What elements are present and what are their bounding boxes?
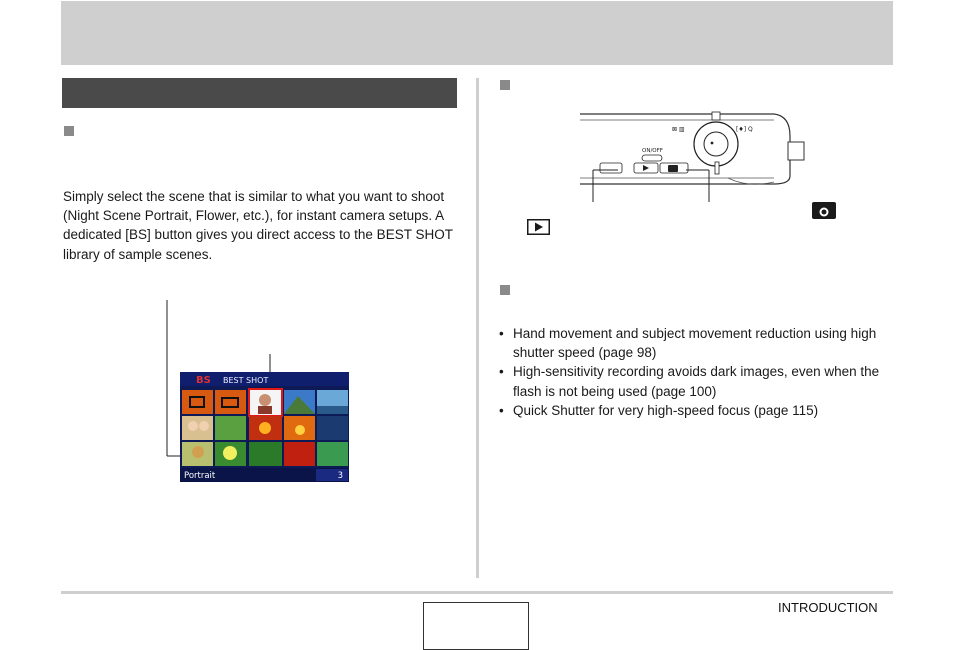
- camera-glyph: [668, 165, 678, 172]
- feature-item: • Hand movement and subject movement reduction using high shutter speed (page 98): [497, 324, 892, 362]
- lcd-logo: BS: [196, 375, 211, 386]
- scene-thumb[interactable]: [249, 442, 282, 466]
- scene-thumb[interactable]: [182, 390, 213, 414]
- scene-thumbnail-grid: [182, 389, 348, 466]
- flower-shape: [223, 446, 237, 460]
- camera-mode-marks: ⊠ ▥: [672, 126, 685, 133]
- best-shot-screen-illustration: [160, 296, 360, 486]
- scene-thumb[interactable]: [317, 442, 348, 466]
- footer-section-label: INTRODUCTION: [778, 600, 878, 615]
- zoom-lever-tab: [712, 112, 720, 120]
- fire-glow: [259, 422, 271, 434]
- camera-body-outline: [580, 114, 790, 184]
- camera-strap-lug: [788, 142, 804, 160]
- sea-shape: [317, 406, 348, 414]
- subheading-marker: [500, 80, 510, 90]
- play-icon: [527, 219, 550, 235]
- lcd-scene-count: 3: [337, 471, 343, 481]
- lamp-indicator: [715, 162, 719, 174]
- dog-shape: [192, 446, 204, 458]
- camera-icon: [812, 202, 836, 219]
- column-divider: [476, 78, 479, 578]
- portrait-body: [258, 406, 272, 414]
- child-face: [188, 421, 198, 431]
- feature-item: • High-sensitivity recording avoids dark images, even when the flash is not being used (page 100): [497, 362, 892, 400]
- feature-item: • Quick Shutter for very high-speed focus (page 115): [497, 401, 892, 420]
- footer-rule: [61, 591, 893, 594]
- camera-small-button: [600, 163, 622, 173]
- scene-thumb[interactable]: [317, 416, 348, 440]
- subheading-marker: [500, 285, 510, 295]
- child-face: [199, 421, 209, 431]
- intro-paragraph: Simply select the scene that is similar to what you want to shoot (Night Scene Portrait, Flower, etc.), for instant camera setups. A dedicated [BS] button gives you direct access to the BEST SHOT library of sample scenes.: [63, 189, 453, 262]
- page-number-box: [423, 602, 529, 650]
- sunset-sun: [295, 425, 305, 435]
- lcd-scene-label: Portrait: [184, 471, 216, 481]
- header-band: [61, 1, 893, 65]
- scene-thumb[interactable]: [215, 390, 246, 414]
- scene-thumb[interactable]: [284, 442, 315, 466]
- power-button-label: ON/OFF: [642, 148, 663, 154]
- lcd-counter-box: [316, 469, 348, 481]
- shutter-dot: [711, 142, 714, 145]
- power-button: [642, 155, 662, 161]
- camera-top-illustration: [578, 106, 810, 202]
- section-heading-bar: [62, 78, 457, 108]
- feature-list: [497, 324, 892, 420]
- camera-zoom-marks: [♦] Q: [736, 126, 753, 133]
- shutter-button: [704, 132, 728, 156]
- subheading-marker: [64, 126, 74, 136]
- lcd-title: BEST SHOT: [223, 376, 269, 385]
- scene-thumb[interactable]: [215, 416, 246, 440]
- portrait-face: [259, 394, 271, 406]
